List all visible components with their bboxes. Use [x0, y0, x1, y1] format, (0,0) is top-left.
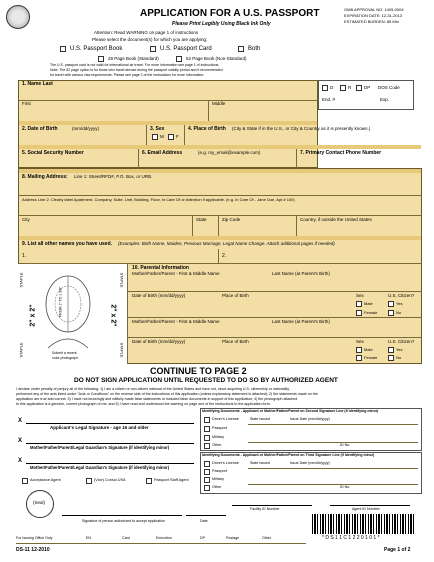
parent1-name-label: Mother/Father/Parent - First & Middle Name: [132, 271, 220, 276]
date-label: Date: [200, 519, 208, 523]
52-page-checkbox[interactable]: [176, 56, 182, 62]
code-dp-label: DP: [364, 85, 371, 90]
state-input[interactable]: [194, 224, 218, 234]
row-divider: [192, 216, 193, 236]
sex-f-checkbox[interactable]: [168, 134, 174, 140]
row-shade: [19, 145, 421, 149]
ssn-input[interactable]: [20, 158, 138, 168]
parent-signature-label-1: Mother/Father/Parent/Legal Guardian's Signature (if identifying minor): [30, 445, 170, 450]
facility-id-input[interactable]: [232, 496, 312, 506]
id1-military-label: Military: [212, 435, 225, 439]
passport-card-label: U.S. Passport Card: [160, 46, 212, 52]
row-divider: [146, 125, 147, 145]
id2-id-no-label: ID No.: [340, 485, 351, 489]
country-label: Country, if outside the United States: [300, 217, 372, 222]
office-item-other: Other: [262, 536, 271, 540]
middle-name-input[interactable]: [210, 108, 316, 120]
id2-state-label: State Issued: [250, 461, 270, 465]
code-dp-checkbox[interactable]: [356, 85, 362, 91]
parent2-male-checkbox[interactable]: [356, 347, 362, 353]
photo-range-label: FROM 1" TO 1 3/8": [58, 286, 63, 317]
email-input[interactable]: [140, 158, 296, 168]
both-checkbox[interactable]: [238, 46, 244, 52]
card-note: The U.S. passport card is not valid for international air travel. For more information see page 1 of instructions.: [50, 63, 220, 67]
passport-staff-checkbox[interactable]: [146, 478, 152, 484]
office-use-line: [16, 543, 306, 544]
applicant-signature-input[interactable]: [26, 414, 194, 424]
passport-staff-label: Passport Staff Agent: [154, 478, 189, 482]
parent2-yes-checkbox[interactable]: [388, 347, 394, 353]
office-item-execution: Execution: [156, 536, 172, 540]
mailing-label: 8. Mailing Address:: [22, 174, 68, 180]
form-title: APPLICATION FOR A U.S. PASSPORT: [140, 8, 320, 19]
acceptance-agent-label: Acceptance Agent: [30, 478, 61, 482]
mailing-line1-input[interactable]: [20, 182, 418, 194]
passport-card-checkbox[interactable]: [150, 46, 156, 52]
exp-label: Exp.: [380, 97, 390, 102]
sex-m-checkbox[interactable]: [152, 134, 158, 140]
dob-input[interactable]: [20, 134, 146, 144]
id-docs-panel-1: [200, 408, 422, 451]
parent2-last-label: Last Name (at Parent's Birth): [272, 319, 330, 324]
staple-label-left: STAPLE: [18, 272, 24, 288]
id1-other-checkbox[interactable]: [204, 443, 210, 449]
sig1-x: X: [18, 418, 23, 424]
mailing-hint: Line 1: Street/RFD#, P.O. Box, or URB.: [74, 174, 153, 179]
name-last-label: 1. Name Last: [22, 81, 53, 87]
parent2-yes-label: Yes: [396, 347, 403, 352]
row-divider: [296, 216, 297, 236]
pob-hint: (City & State if in the U.S., or City & Country as it is presently known.): [232, 126, 371, 131]
parent1-pob-label: Place of Birth: [222, 293, 249, 298]
id1-state-label: State Issued: [250, 417, 270, 421]
date-input[interactable]: [186, 506, 226, 516]
id2-passport-label: Passport: [212, 469, 227, 473]
id-docs-panel-2: [200, 452, 422, 494]
sex-m-label: M: [160, 134, 164, 139]
other-name-1-input[interactable]: [28, 250, 214, 262]
parent2-dob-label: Date of Birth (mm/dd/yyyy): [132, 339, 186, 344]
row-shade: [19, 121, 317, 125]
agent-signature-input[interactable]: [62, 506, 182, 516]
country-input[interactable]: [298, 224, 418, 234]
staple-label-right-bottom: STAPLE: [119, 342, 125, 358]
id2-military-checkbox[interactable]: [204, 477, 210, 483]
parent2-citizen-label: U.S. Citizen?: [388, 339, 415, 344]
photo-size-right: 2" x 2": [109, 304, 117, 327]
id1-issue-date-label: Issue Date (mm/dd/yyyy): [290, 417, 330, 421]
row-divider: [128, 291, 422, 292]
parent2-female-checkbox[interactable]: [356, 355, 362, 361]
middle-name-label: Middle: [212, 101, 226, 106]
us-seal-logo: [6, 5, 30, 29]
office-item-dp: DP: [200, 536, 205, 540]
first-name-label: First: [22, 101, 31, 106]
sex-f-label: F: [176, 134, 179, 139]
city-label: City: [22, 217, 30, 222]
consul-checkbox[interactable]: [86, 478, 92, 484]
office-use-label: For Issuing Office Only: [16, 536, 53, 540]
id2-other-checkbox[interactable]: [204, 485, 210, 491]
row-divider: [184, 125, 185, 145]
parent1-female-checkbox[interactable]: [356, 310, 362, 316]
parent1-yes-checkbox[interactable]: [388, 301, 394, 307]
row-divider: [248, 424, 418, 425]
row-divider: [128, 317, 422, 318]
row-divider: [208, 101, 209, 122]
row-divider: [18, 215, 422, 216]
declaration-line-1: I declare under penalty of perjury all of the following: 1) I am a citizen or non-citizen national of the United States and have not, since acquiring U.S. citizenship or nationality,: [16, 387, 290, 391]
code-r-label: R: [348, 85, 352, 90]
parent2-female-label: Female: [364, 355, 378, 360]
agent-id-label: Agent ID Number: [352, 507, 380, 511]
row-divider: [248, 442, 418, 443]
id1-id-no-label: ID No.: [340, 443, 351, 447]
declaration-line-3: application are true and correct; 3) I have not knowingly and willfully made false statements or included false documents in support of this application; 4) the photograph attached: [16, 397, 298, 401]
other-names-label: 9. List all other names you have used.: [22, 241, 113, 247]
parent1-citizen-label: U.S. Citizen?: [388, 293, 415, 298]
page-number: Page 1 of 2: [384, 547, 411, 553]
id1-passport-label: Passport: [212, 426, 227, 430]
parent1-dob-label: Date of Birth (mm/dd/yyyy): [132, 293, 186, 298]
parent1-male-checkbox[interactable]: [356, 301, 362, 307]
parent2-sex-label: Sex: [356, 339, 364, 344]
zip-label: Zip Code: [222, 217, 241, 222]
passport-book-checkbox[interactable]: [60, 46, 66, 52]
parent1-name-input[interactable]: [130, 278, 268, 290]
omb-number: OMB APPROVAL NO. 1405-0004: [344, 7, 404, 12]
photo-template-figure: [38, 270, 98, 350]
id-docs-title-1: Identifying Documents - Applicant or Mother/Father/Parent on Second Signature Line (if identifying minor): [202, 409, 379, 413]
row-shade: [19, 236, 421, 240]
shoulders-outline: [48, 339, 88, 348]
other-names-hint: (Examples: Birth Name, Maiden, Previous Marriage, Legal Name Change. Attach additional pages if needed): [118, 241, 335, 246]
id1-other-label: Other: [212, 443, 222, 447]
code-d-label: D: [330, 85, 334, 90]
mailing-line2-input[interactable]: [20, 204, 418, 214]
code-d-checkbox[interactable]: [322, 85, 328, 91]
pob-label: 4. Place of Birth: [188, 126, 226, 132]
staple-label-right: STAPLE: [119, 272, 125, 288]
row-divider: [296, 149, 297, 169]
estimated-burden: ESTIMATED BURDEN: 85 Min: [344, 19, 399, 24]
other-name-2-input[interactable]: [228, 250, 418, 262]
both-label: Both: [248, 46, 261, 52]
form-id: DS-11 12-2010: [16, 547, 50, 553]
code-r-checkbox[interactable]: [340, 85, 346, 91]
row-divider: [248, 484, 418, 485]
mailing-line2-label: Address Line 2: Clearly label Apartment, Company, Suite, Unit, Building, Floor, In Care Of or Attention if applicable. (e.g. In Care Of - Jane Doe, Apt # 100): [22, 197, 295, 202]
row-divider: [138, 149, 139, 169]
photo-size-left: 2" x 2": [29, 304, 37, 327]
id2-issue-date-label: Issue Date (mm/dd/yyyy): [290, 461, 330, 465]
id2-drivers-license-checkbox[interactable]: [204, 461, 210, 467]
id1-drivers-license-label: Driver's License: [212, 417, 239, 421]
city-input[interactable]: [20, 224, 192, 234]
sig3-x: X: [18, 458, 23, 464]
parent-signature-input-2[interactable]: [26, 454, 194, 464]
parent1-female-label: Female: [364, 310, 378, 315]
ssn-label: 5. Social Security Number: [22, 150, 84, 156]
staple-label-left-bottom: STAPLE: [18, 342, 24, 358]
parent2-name-label: Mother/Father/Parent - First & Middle Name: [132, 319, 220, 324]
office-item-en: EN: [86, 536, 91, 540]
dos-code-label: DOS Code: [378, 85, 400, 90]
parent2-no-checkbox[interactable]: [388, 355, 394, 361]
id1-military-checkbox[interactable]: [204, 435, 210, 441]
parent1-male-label: Male: [364, 301, 373, 306]
other-name-1-label: 1.: [22, 253, 27, 259]
applicant-signature-label: Applicant's Legal Signature - age 16 and older: [50, 425, 149, 430]
barcode-text: * D S 1 1 C 1 2 2 0 1 0 1 *: [322, 535, 380, 541]
pob-input[interactable]: [186, 134, 418, 144]
parental-info-label: 10. Parental Information: [132, 265, 189, 271]
52-page-note-2: for travel with various visa requirements. Please see page 2 of the instructions for more information.: [50, 73, 205, 77]
parent2-pob-label: Place of Birth: [222, 339, 249, 344]
parent1-sex-label: Sex: [356, 293, 364, 298]
agent-id-input[interactable]: [330, 496, 410, 506]
parent1-no-label: No: [396, 310, 402, 315]
declaration-line-2: performed any of the acts listed under "Acts or Conditions" on the reverse side of the instructions of this application (unless explanatory statement is attached); 2) the statements made on the: [16, 392, 318, 396]
parent2-male-label: Male: [364, 347, 373, 352]
form-subtitle: Please Print Legibly Using Black Ink Only: [172, 21, 271, 27]
email-label: 6. Email Address: [142, 150, 183, 156]
row-divider: [218, 249, 219, 263]
first-name-input[interactable]: [20, 108, 208, 120]
declaration-line-4: to this application is a genuine, current photograph of me; and 5) I have read and understood the warning on page one of the instructions to the application form.: [16, 402, 271, 406]
do-not-sign-banner: DO NOT SIGN APPLICATION UNTIL REQUESTED TO DO SO BY AUTHORIZED AGENT: [74, 377, 338, 384]
row-divider: [18, 100, 318, 101]
parent2-name-input[interactable]: [130, 326, 268, 336]
parent-signature-label-2: Mother/Father/Parent/Legal Guardian's Signature (if identifying minor): [30, 465, 170, 470]
email-hint: (e.g. my_email@example.com): [198, 150, 261, 155]
id2-other-label: Other: [212, 485, 222, 489]
parent1-yes-label: Yes: [396, 301, 403, 306]
facility-id-label: Facility ID Number: [250, 507, 280, 511]
id-docs-title-2: Identifying Documents - Applicant or Mother/Father/Parent on Third Signature Line (if identifying minor): [202, 453, 375, 457]
dob-hint: (mm/dd/yyyy): [72, 126, 99, 131]
28-page-checkbox[interactable]: [98, 56, 104, 62]
continue-banner: CONTINUE TO PAGE 2: [150, 366, 247, 376]
sex-label: 3. Sex: [150, 126, 165, 132]
select-docs-text: Please select the document(s) for which you are applying:: [92, 37, 208, 42]
row-divider: [218, 216, 219, 236]
parent1-last-label: Last Name (at Parent's Birth): [272, 271, 330, 276]
passport-book-label: U.S. Passport Book: [70, 46, 123, 52]
row-shade: [19, 169, 421, 173]
28-page-label: 28 Page Book (Standard): [108, 56, 159, 61]
acceptance-agent-checkbox[interactable]: [22, 478, 28, 484]
warning-text: Attention: Read WARNING on page 1 of instructions: [94, 30, 199, 35]
row-divider: [128, 337, 422, 338]
parent2-no-label: No: [396, 355, 402, 360]
photo-caption-1: Submit a recent: [52, 351, 77, 355]
id2-drivers-license-label: Driver's License: [212, 461, 239, 465]
other-name-2-label: 2.: [222, 253, 227, 259]
parent1-no-checkbox[interactable]: [388, 310, 394, 316]
office-item-postage: Postage: [226, 536, 240, 540]
expiration-date: EXPIRATION DATE: 12-31-2013: [344, 13, 403, 18]
id1-passport-checkbox[interactable]: [204, 426, 210, 432]
sig2-x: X: [18, 438, 23, 444]
phone-label: 7. Primary Contact Phone Number: [300, 150, 382, 156]
row-divider: [18, 195, 422, 196]
52-page-note-1: Note: The 52 page option is for those who travel abroad during the passport validity period and it recommended: [50, 68, 223, 72]
id1-drivers-license-checkbox[interactable]: [204, 417, 210, 423]
parent1-last-input[interactable]: [270, 278, 418, 290]
photo-caption-2: color photograph: [52, 356, 79, 360]
barcode: [312, 514, 416, 534]
office-item-card: Card: [122, 536, 130, 540]
row-divider: [248, 468, 418, 469]
phone-input[interactable]: [298, 158, 418, 168]
seal-label: (Seal): [33, 500, 46, 505]
id2-passport-checkbox[interactable]: [204, 469, 210, 475]
name-last-input[interactable]: [20, 88, 316, 100]
dob-label: 2. Date of Birth: [22, 126, 58, 132]
id2-military-label: Military: [212, 477, 225, 481]
consul-label: (Vice) Consul USA: [94, 478, 126, 482]
end-label: End. #: [322, 97, 336, 102]
52-page-label: 52 Page Book (Non-Standard): [186, 56, 247, 61]
zip-input[interactable]: [220, 224, 294, 234]
agent-signature-label: Signature of person authorized to accept application: [82, 519, 165, 523]
parent-signature-input-1[interactable]: [26, 434, 194, 444]
state-label: State: [196, 217, 207, 222]
parent2-last-input[interactable]: [270, 326, 418, 336]
